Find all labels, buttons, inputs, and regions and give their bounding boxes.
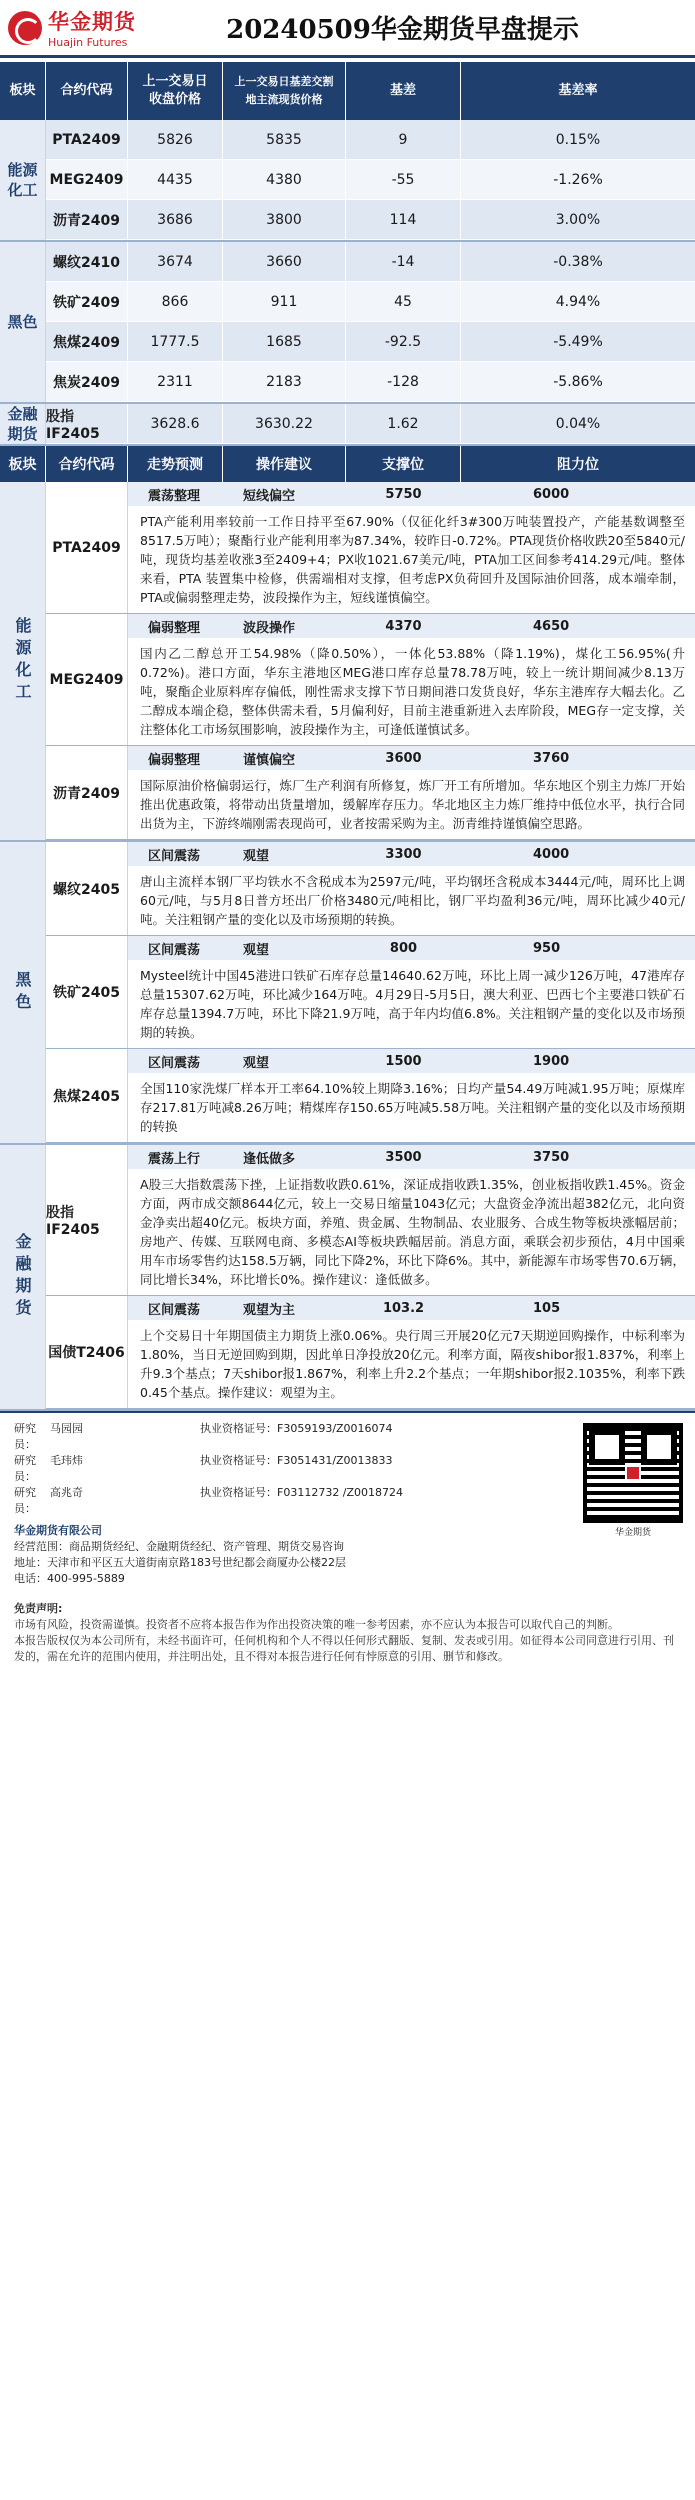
- strategy-summary: [128, 746, 695, 770]
- cell-spot: 3660: [223, 242, 346, 281]
- cell-close: 3674: [128, 242, 223, 281]
- basis-table-body: [0, 120, 695, 446]
- analysis-text: A股三大指数震荡下挫，上证指数收跌0.61%，深证成指收跌1.35%，创业板指收跌1.45%。资金方面，两市成交额8644亿元，较上一交易日缩量1043亿元；大盘资金净流出超382亿元，北向资金净卖出超40亿元。板块方面，养殖、贵金属、生物制品、农业服务、合成生物等板块涨幅居前；房地产、传媒、互联网电商、多模态AI等板块跌幅居前。消息方面，乘联会初步预估，4月中国乘用车市场零售约达158.5万辆，同比下降2%，环比下降6%。其中，新能源车市场零售70.6万辆，同比增长34%，环比增长0%。操作建议：逢低做多。: [140, 1177, 685, 1287]
- summary-op: 观望: [243, 1055, 270, 1071]
- basis-group-label: 能源化工: [0, 120, 46, 240]
- contract-code: 螺纹2405: [46, 842, 128, 935]
- basis-group: [0, 120, 695, 242]
- header-op: 操作建议: [223, 446, 346, 482]
- basis-table-header: [0, 62, 695, 120]
- cell-code: 铁矿2409: [46, 282, 128, 321]
- cell-spot: 4380: [223, 160, 346, 199]
- disclaimer-para-1: 市场有风险，投资需谨慎。投资者不应将本报告作为作出投资决策的唯一参考因素，亦不应认为本报告可以取代自己的判断。: [14, 1618, 619, 1631]
- header-close: 上一交易日 收盘价格: [128, 62, 223, 120]
- strategy-item: [46, 936, 695, 1049]
- table-row: [46, 362, 695, 402]
- cell-close: 2311: [128, 362, 223, 401]
- logo-cn: 华金期货: [48, 10, 136, 34]
- strategy-item: [46, 1296, 695, 1409]
- summary-op: 短线偏空: [243, 488, 296, 504]
- summary-trend: 区间震荡: [148, 1055, 201, 1071]
- summary-op: 波段操作: [243, 620, 296, 636]
- contract-code: PTA2409: [46, 482, 128, 613]
- cell-code: 焦炭2409: [46, 362, 128, 401]
- cell-close: 1777.5: [128, 322, 223, 361]
- analysis-text: PTA产能利用率较前一工作日持平至67.90%（仅征化纤3#300万吨装置投产，产能基数调整至8517.5万吨）；聚酯行业产能利用率为87.34%，较昨日-0.72%。PTA现货价格收跌20至5840元/吨，现货均基差收涨3至2409+4；PX收1021.67美元/吨，PTA加工区间参考414.29元/吨。整体来看，PTA 装置集中检修，供需端相对支撑，但考虑PX负荷回升及国际油价回落，成本端牵制，PTA或偏弱整理走势，波段操作为主，短线谨慎偏空。: [140, 514, 685, 605]
- table-row: [46, 120, 695, 160]
- header-code-2: 合约代码: [46, 446, 128, 482]
- summary-trend: 偏弱整理: [148, 620, 201, 636]
- summary-resist: 4000: [533, 846, 570, 862]
- cell-basis: 1.62: [346, 404, 461, 443]
- header-basis: 基差: [346, 62, 461, 120]
- cell-close: 4435: [128, 160, 223, 199]
- summary-op: 观望为主: [243, 1302, 296, 1318]
- summary-support: 3300: [385, 846, 422, 862]
- company-scope: 经营范围：商品期货经纪、金融期货经纪、资产管理、期货交易咨询: [14, 1540, 344, 1553]
- contract-code: 国债T2406: [46, 1296, 128, 1408]
- summary-trend: 震荡上行: [148, 1151, 201, 1167]
- analysis-text: 上个交易日十年期国债主力期货上涨0.06%。央行周三开展20亿元7天期逆回购操作，中标利率为1.80%，当日无逆回购到期，因此单日净投放20亿元。利率方面，隔夜shibor报1.837%，利率上升9.3个基点；7天shibor报1.867%，利率上升2.2个基点；一年期shibor报2.1035%，利率下跌0.45个基点。操作建议：观望为主。: [140, 1328, 685, 1400]
- cell-rate: 0.15%: [555, 131, 601, 148]
- cell-rate: -1.26%: [553, 171, 603, 188]
- analyst-cert: 执业资格证号：F3051431/Z0013833: [200, 1454, 393, 1467]
- summary-support: 3600: [385, 750, 422, 766]
- header: [0, 0, 695, 58]
- qr-code[interactable]: [583, 1423, 683, 1539]
- header-spot: 上一交易日基差交割 地主流现货价格: [223, 62, 346, 120]
- disclaimer-para-2: 本报告版权仅为本公司所有，未经书面许可，任何机构和个人不得以任何形式翻版、复制、发表或引用。如征得本公司同意进行引用、刊发的，需在允许的范围内使用，并注明出处，且不得对本报告进行任何有悖原意的引用、删节和修改。: [14, 1634, 674, 1663]
- cell-basis: 9: [346, 120, 461, 159]
- logo: [8, 6, 178, 49]
- strategy-summary: [128, 842, 695, 866]
- strategy-item: [46, 1145, 695, 1296]
- cell-basis: -55: [346, 160, 461, 199]
- strategy-group-label: 黑色: [0, 842, 46, 1143]
- basis-group: [0, 242, 695, 404]
- table-row: [46, 200, 695, 240]
- table-row: [46, 322, 695, 362]
- cell-rate: -0.38%: [553, 253, 603, 270]
- analyst-name: 毛玮炜: [50, 1454, 83, 1467]
- strategy-table-body: [0, 482, 695, 1411]
- cell-rate: -5.49%: [553, 333, 603, 350]
- cell-code: MEG2409: [46, 160, 128, 199]
- cell-basis: -14: [346, 242, 461, 281]
- analyst-role: 研究员：: [14, 1422, 36, 1451]
- strategy-summary: [128, 1049, 695, 1073]
- summary-trend: 偏弱整理: [148, 752, 201, 768]
- strategy-group-label: 金融期货: [0, 1145, 46, 1409]
- strategy-table-header: [0, 446, 695, 482]
- cell-basis: -128: [346, 362, 461, 401]
- strategy-summary: [128, 1296, 695, 1320]
- summary-support: 103.2: [382, 1300, 425, 1316]
- cell-code: 焦煤2409: [46, 322, 128, 361]
- summary-op: 观望: [243, 848, 270, 864]
- summary-resist: 6000: [533, 486, 570, 502]
- contract-code: MEG2409: [46, 614, 128, 745]
- basis-group: [0, 404, 695, 446]
- cell-code: PTA2409: [46, 120, 128, 159]
- cell-rate: 4.94%: [555, 293, 601, 310]
- strategy-item: [46, 842, 695, 936]
- summary-trend: 区间震荡: [148, 942, 201, 958]
- analysis-text: 国内乙二醇总开工54.98%（降0.50%），一体化53.88%（降1.19%)，煤化工56.95%(升0.72%)。港口方面，华东主港地区MEG港口库存总量78.78万吨，较上一统计期间减少8.13万吨，聚酯企业原料库存偏低，刚性需求支撑下节日期间港口发货良好，华东主港库存大幅去化。乙二醇成本端企稳，整体供需未看，5月偏利好，目前主港重新进入去库阶段，MEG存一定支撑，关注整体化工市场氛围影响，波段操作为主，可逢低谨慎试多。: [140, 646, 685, 737]
- cell-rate: 3.00%: [555, 211, 601, 228]
- qr-code-icon: [583, 1423, 683, 1523]
- header-block: 板块: [0, 62, 46, 120]
- header-block-2: 板块: [0, 446, 46, 482]
- contract-code: 铁矿2405: [46, 936, 128, 1048]
- strategy-group: [0, 842, 695, 1145]
- strategy-item: [46, 482, 695, 614]
- cell-basis: 45: [346, 282, 461, 321]
- cell-spot: 3630.22: [223, 404, 346, 443]
- contract-code: 焦煤2405: [46, 1049, 128, 1142]
- summary-resist: 3750: [533, 1149, 570, 1165]
- summary-resist: 105: [533, 1300, 561, 1316]
- logo-en: Huajin Futures: [48, 36, 128, 49]
- basis-group-label: 黑色: [0, 242, 46, 402]
- summary-trend: 区间震荡: [148, 1302, 201, 1318]
- header-rate: 基差率: [558, 83, 598, 98]
- basis-group-label: 金融期货: [0, 404, 46, 444]
- contract-code: 沥青2409: [46, 746, 128, 839]
- header-support: 支撑位: [346, 446, 461, 482]
- disclaimer: [14, 1601, 685, 1665]
- cell-code: 螺纹2410: [46, 242, 128, 281]
- analyst-role: 研究员：: [14, 1486, 36, 1515]
- summary-resist: 4650: [533, 618, 570, 634]
- header-trend: 走势预测: [128, 446, 223, 482]
- summary-support: 3500: [385, 1149, 422, 1165]
- strategy-item: [46, 1049, 695, 1143]
- footer: [0, 1411, 695, 1665]
- cell-spot: 2183: [223, 362, 346, 401]
- strategy-group: [0, 1145, 695, 1411]
- cell-spot: 5835: [223, 120, 346, 159]
- strategy-summary: [128, 482, 695, 506]
- summary-op: 观望: [243, 942, 270, 958]
- table-row: [46, 282, 695, 322]
- summary-trend: 震荡整理: [148, 488, 201, 504]
- company-address: 地址：天津市和平区五大道街南京路183号世纪都会商厦办公楼22层: [14, 1556, 346, 1569]
- cell-close: 3686: [128, 200, 223, 239]
- header-resist: 阻力位: [557, 457, 599, 473]
- cell-close: 866: [128, 282, 223, 321]
- page-title: 20240509华金期货早盘提示: [226, 15, 579, 45]
- table-row: [46, 404, 695, 444]
- table-row: [46, 242, 695, 282]
- analysis-text: 全国110家洗煤厂样本开工率64.10%较上期降3.16%；日均产量54.49万吨减1.95万吨；原煤库存217.81万吨减8.26万吨；精煤库存150.65万吨减5.58万吨。关注粗钢产量的变化以及市场预期的转换: [140, 1081, 685, 1134]
- cell-spot: 1685: [223, 322, 346, 361]
- cell-close: 3628.6: [128, 404, 223, 443]
- company-name: 华金期货有限公司: [14, 1524, 102, 1537]
- cell-spot: 911: [223, 282, 346, 321]
- cell-basis: 114: [346, 200, 461, 239]
- summary-resist: 950: [533, 940, 561, 956]
- summary-support: 4370: [385, 618, 422, 634]
- contract-code: 股指IF2405: [46, 1145, 128, 1295]
- strategy-summary: [128, 936, 695, 960]
- analyst-name: 马园园: [50, 1422, 83, 1435]
- strategy-summary: [128, 614, 695, 638]
- company-phone: 电话：400-995-5889: [14, 1572, 125, 1585]
- strategy-item: [46, 746, 695, 840]
- cell-spot: 3800: [223, 200, 346, 239]
- header-code: 合约代码: [46, 62, 128, 120]
- summary-support: 1500: [385, 1053, 422, 1069]
- qr-caption: 华金期货: [614, 1528, 651, 1538]
- strategy-summary: [128, 1145, 695, 1169]
- disclaimer-title: 免责声明:: [14, 1602, 63, 1615]
- summary-support: 800: [389, 940, 418, 956]
- analyst-role: 研究员：: [14, 1454, 36, 1483]
- summary-resist: 1900: [533, 1053, 570, 1069]
- cell-basis: -92.5: [346, 322, 461, 361]
- cell-rate: 0.04%: [555, 415, 601, 432]
- analysis-text: 国际原油价格偏弱运行，炼厂生产利润有所修复，炼厂开工有所增加。华东地区个别主力炼厂开始推出优惠政策，将带动出货量增加，缓解库存压力。华北地区主力炼厂维持中低位水平，执行合同出货为主，下游终端刚需表现尚可，业者按需采购为主。沥青维持谨慎偏空思路。: [140, 778, 685, 831]
- strategy-group-label: 能源化工: [0, 482, 46, 840]
- summary-resist: 3760: [533, 750, 570, 766]
- summary-op: 逢低做多: [243, 1151, 296, 1167]
- analysis-text: Mysteel统计中国45港进口铁矿石库存总量14640.62万吨，环比上周一减少126万吨，47港库存总量15307.62万吨，环比减少164万吨。4月29日-5月5日，澳大利亚、巴西七个主要港口铁矿石库存总量1394.7万吨，环比下降21.9万吨，高于年内均值6.8%。关注粗钢产量的变化以及市场预期的转换。: [140, 968, 685, 1040]
- analyst-cert: 执业资格证号：F03112732 /Z0018724: [200, 1486, 404, 1499]
- cell-rate: -5.86%: [553, 373, 603, 390]
- strategy-group: [0, 482, 695, 842]
- logo-icon: [8, 11, 42, 45]
- summary-support: 5750: [385, 486, 422, 502]
- cell-code: 股指IF2405: [46, 404, 128, 443]
- strategy-item: [46, 614, 695, 746]
- analysis-text: 唐山主流样本钢厂平均铁水不含税成本为2597元/吨，平均钢坯含税成本3444元/吨，周环比上调60元/吨，与5月8日普方坯出厂价格3480元/吨相比，钢厂平均盈利36元/吨，周环比减少40元/吨。关注粗钢产量的变化以及市场预期的转换。: [140, 874, 685, 927]
- cell-code: 沥青2409: [46, 200, 128, 239]
- cell-close: 5826: [128, 120, 223, 159]
- analyst-cert: 执业资格证号：F3059193/Z0016074: [200, 1422, 393, 1435]
- table-row: [46, 160, 695, 200]
- analyst-name: 高兆奇: [50, 1486, 83, 1499]
- summary-trend: 区间震荡: [148, 848, 201, 864]
- summary-op: 谨慎偏空: [243, 752, 296, 768]
